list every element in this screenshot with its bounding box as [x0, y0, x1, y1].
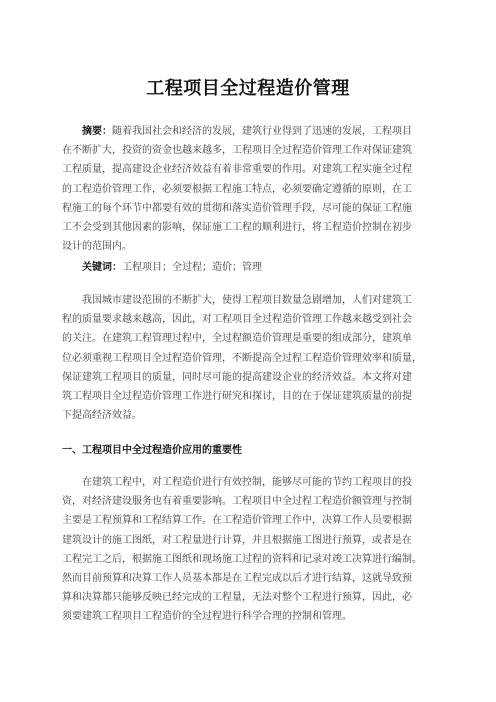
- abstract-label: 摘要：: [82, 126, 112, 137]
- section-line: 资，对经济建设服务也有着重要影响。工程项目中全过程工程造价额管理与控制: [62, 496, 412, 508]
- intro-paragraph: [62, 291, 434, 425]
- intro-line: 保证建筑工程项目的质量，同时尽可能的提高建设企业的经济效益。本文将对建: [62, 371, 412, 383]
- abstract-line: 的工程造价管理工作，必须要根据工程施工特点，必须要确定遵循的原则，在工: [62, 183, 412, 195]
- section-line: 建筑设计的施工图纸，对工程量进行计算，并且根据施工图进行预算，或者是在: [62, 534, 412, 546]
- intro-line: 下提高经济效益。: [62, 410, 142, 422]
- abstract-line: 程施工的每个环节中都要有效的贯彻和落实造价管理手段，尽可能的保证工程施: [62, 202, 412, 214]
- section-line: 然而目前预算和决算工作人员基本都是在工程完成以后才进行结算，这就导致预: [62, 572, 412, 584]
- intro-line: 位必须重视工程项目全过程造价管理，不断提高全过程工程造价管理效率和质量，: [62, 352, 422, 364]
- section-paragraph: [62, 473, 434, 627]
- intro-line: 筑工程项目全过程造价管理工作进行研究和探讨，目的在于保证建筑质量的前提: [62, 390, 412, 402]
- section-line: 工程完工之后，根据施工图纸和现场施工过程的资料和记录对竣工决算进行编制。: [62, 553, 422, 565]
- keywords-label: 关键词：: [82, 262, 122, 273]
- intro-line: 的关注。在建筑工程管理过程中，全过程额造价管理是重要的组成部分，建筑单: [62, 333, 412, 345]
- section-heading: 一、工程项目中全过程造价应用的重要性: [62, 445, 242, 456]
- keywords-text: 工程项目；全过程；造价；管理: [122, 262, 262, 273]
- intro-line: 我国城市建设范围的不断扩大，使得工程项目数量急剧增加，人们对建筑工: [82, 295, 412, 306]
- intro-line: 程的质量要求越来越高，因此，对工程项目全过程造价管理工作越来越受到社会: [62, 314, 412, 326]
- section-line: 须要建筑工程项目工程造价的全过程进行科学合理的控制和管理。: [62, 611, 352, 623]
- section-line: 主要是工程预算和工程结算工作。在工程造价管理工作中，决算工作人员要根据: [62, 515, 412, 527]
- document-title: 工程项目全过程造价管理: [146, 78, 350, 99]
- abstract-line: 工程质量，提高建设企业经济效益有着非常重要的作用。对建筑工程实施全过程: [62, 164, 412, 176]
- keywords-paragraph: [62, 258, 434, 277]
- abstract-text: 随着我国社会和经济的发展，建筑行业得到了迅速的发展，工程项目: [112, 126, 412, 137]
- abstract-line: 工不会受到其他因素的影响，保证施工工程的顺利进行，将工程造价控制在初步: [62, 221, 412, 233]
- keywords-line: [62, 258, 434, 277]
- abstract-line: [62, 122, 434, 141]
- abstract-paragraph: [62, 122, 434, 256]
- section-line: 在建筑工程中，对工程造价进行有效控制，能够尽可能的节约工程项目的投: [82, 477, 412, 488]
- abstract-line: 设计的范围内。: [62, 241, 132, 253]
- section-line: 算和决算都只能够反映已经完成的工程量，无法对整个工程进行预算，因此，必: [62, 592, 412, 604]
- abstract-line: 在不断扩大，投资的资金也越来越多，工程项目全过程造价管理工作对保证建筑: [62, 145, 412, 157]
